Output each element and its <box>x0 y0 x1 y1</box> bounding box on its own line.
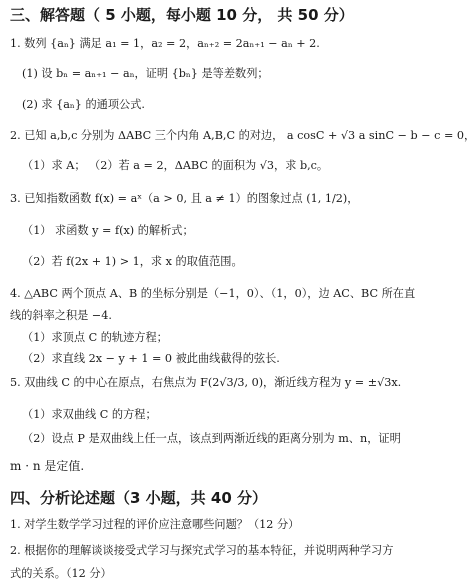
question-4-part-1: （1）求顶点 C 的轨迹方程； <box>22 331 168 344</box>
question-1-part-2: (2) 求 {aₙ} 的通项公式. <box>22 98 145 111</box>
question-1-stem: 1. 数列 {aₙ} 满足 a₁ = 1，a₂ = 2，aₙ₊₂ = 2aₙ₊₁ − aₙ + 2. <box>10 37 320 50</box>
question-3-part-2: （2）若 f(2x + 1) > 1，求 x 的取值范围。 <box>22 255 243 268</box>
question-3-part-1: （1） 求函数 y = f(x) 的解析式； <box>22 224 194 237</box>
essay-question-2-line-1: 2. 根据你的理解谈谈接受式学习与探究式学习的基本特征，并说明两种学习方 <box>10 544 394 557</box>
question-5-part-2: （2）设点 P 是双曲线上任一点，该点到两渐近线的距离分别为 m、n，证明 <box>22 432 401 445</box>
question-5-part-1: （1）求双曲线 C 的方程； <box>22 408 157 421</box>
section-three-title: 三、解答题（ 5 小题，每小题 10 分， 共 50 分） <box>10 6 354 24</box>
essay-question-1: 1. 对学生数学学习过程的评价应注意哪些问题？（12 分） <box>10 518 300 531</box>
question-5-stem: 5. 双曲线 C 的中心在原点，右焦点为 F(2√3/3, 0)，渐近线方程为 y = ±√3x. <box>10 376 402 389</box>
question-5-part-2-continued: m · n 是定值. <box>10 459 85 473</box>
essay-question-2-line-2: 式的关系。（12 分） <box>10 567 112 580</box>
question-1-part-1: (1) 设 bₙ = aₙ₊₁ − aₙ，证明 {bₙ} 是等差数列； <box>22 67 269 80</box>
question-4-part-2: （2）求直线 2x − y + 1 = 0 被此曲线截得的弦长. <box>22 352 280 365</box>
question-2-parts: （1）求 A； （2）若 a = 2，ΔABC 的面积为 √3，求 b,c。 <box>22 159 329 172</box>
question-4-stem-line-1: 4. △ABC 两个顶点 A、B 的坐标分别是（−1，0）、（1，0），边 AC、BC 所在直 <box>10 287 416 300</box>
question-2-stem: 2. 已知 a,b,c 分别为 ΔABC 三个内角 A,B,C 的对边， a cosC + √3 a sinC − b − c = 0， <box>10 129 475 142</box>
section-four-title: 四、分析论述题（3 小题，共 40 分） <box>10 489 267 507</box>
question-3-stem: 3. 已知指数函数 f(x) = aˣ（a > 0, 且 a ≠ 1）的图象过点 (1, 1/2)， <box>10 192 359 205</box>
question-4-stem-line-2: 线的斜率之积是 −4. <box>10 309 112 322</box>
